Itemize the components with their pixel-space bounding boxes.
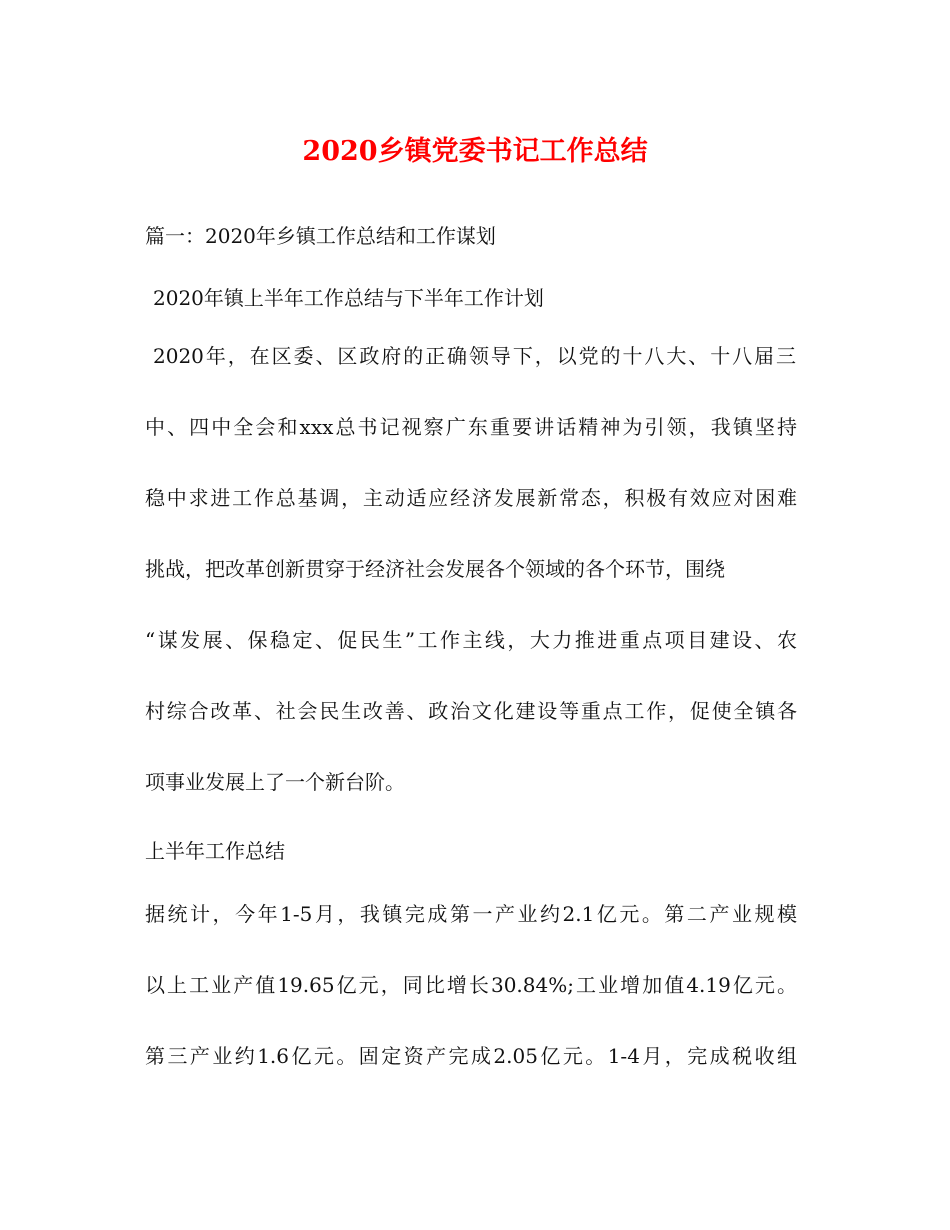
- paragraph2-line-3: 第三产业约1.6亿元。固定资产完成2.05亿元。1-4月，完成税收组: [145, 1044, 797, 1068]
- paragraph1-line-3: 稳中求进工作总基调，主动适应经济发展新常态，积极有效应对困难: [145, 486, 797, 510]
- paragraph1-line-4: 挑战，把改革创新贯穿于经济社会发展各个领域的各个环节，围绕: [145, 557, 725, 581]
- section-heading: 篇一：2020年乡镇工作总结和工作谋划: [145, 224, 496, 248]
- paragraph2-line-1: 据统计，今年1-5月，我镇完成第一产业约2.1亿元。第二产业规模: [145, 902, 797, 926]
- paragraph1-line-5: “谋发展、保稳定、促民生”工作主线，大力推进重点项目建设、农: [145, 628, 797, 652]
- paragraph1-line-6: 村综合改革、社会民生改善、政治文化建设等重点工作，促使全镇各: [145, 699, 797, 723]
- paragraph1-line-2: 中、四中全会和xxx总书记视察广东重要讲话精神为引领，我镇坚持: [145, 415, 797, 439]
- paragraph1-line-7: 项事业发展上了一个新台阶。: [145, 770, 405, 794]
- section2-heading: 上半年工作总结: [145, 839, 285, 863]
- paragraph2-line-2: 以上工业产值19.65亿元，同比增长30.84%;工业增加值4.19亿元。: [145, 973, 797, 997]
- paragraph1-line-1: 2020年，在区委、区政府的正确领导下，以党的十八大、十八届三: [153, 344, 796, 368]
- subheading: 2020年镇上半年工作总结与下半年工作计划: [153, 286, 544, 310]
- document-title: 2020乡镇党委书记工作总结: [302, 136, 648, 167]
